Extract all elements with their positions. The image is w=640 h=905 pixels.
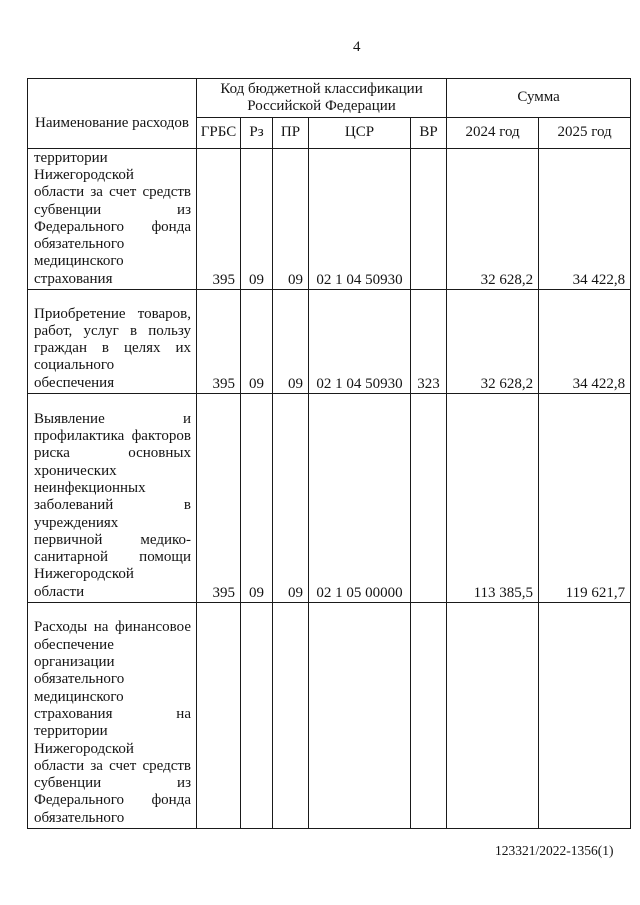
expense-name-line: медицинского bbox=[34, 688, 124, 705]
expense-name-line: Федерального фонда bbox=[34, 792, 191, 809]
budget-table bbox=[27, 78, 631, 829]
cell-csr bbox=[309, 603, 411, 829]
expense-name-line: обязательного bbox=[34, 671, 125, 688]
expense-name-line: Выявление и bbox=[34, 410, 191, 427]
expense-name-line: Нижегородской bbox=[34, 166, 134, 183]
table-row bbox=[28, 149, 631, 290]
cell-grbs: 395 bbox=[197, 394, 241, 603]
cell-csr: 02 1 04 50930 bbox=[309, 149, 411, 290]
cell-sum-2025: 119 621,7 bbox=[539, 394, 631, 603]
cell-vr bbox=[411, 603, 447, 829]
document-registration-number: 123321/2022-1356(1) bbox=[495, 843, 614, 858]
expense-name-line: граждан в целях их bbox=[34, 340, 191, 357]
cell-grbs: 395 bbox=[197, 149, 241, 290]
cell-sum-2024: 113 385,5 bbox=[447, 394, 539, 603]
cell-pr: 09 bbox=[273, 394, 309, 603]
expense-name-line: территории bbox=[34, 149, 108, 166]
cell-grbs: 395 bbox=[197, 290, 241, 394]
header-vr: ВР bbox=[411, 118, 447, 149]
expense-name-line: Приобретение товаров, bbox=[34, 305, 191, 322]
expense-name-line: учреждениях bbox=[34, 514, 119, 531]
expense-name-line: субвенции из bbox=[34, 201, 191, 218]
cell-grbs bbox=[197, 603, 241, 829]
expense-name-line: неинфекционных bbox=[34, 479, 146, 496]
cell-pr: 09 bbox=[273, 290, 309, 394]
cell-vr bbox=[411, 149, 447, 290]
table-row bbox=[28, 394, 631, 603]
cell-sum-2025 bbox=[539, 603, 631, 829]
page-number: 4 bbox=[353, 39, 361, 55]
cell-rz: 09 bbox=[241, 290, 273, 394]
header-grbs: ГРБС bbox=[197, 118, 241, 149]
expense-name-line: страхования на bbox=[34, 705, 191, 722]
expense-name-line: заболеваний в bbox=[34, 497, 191, 514]
header-budget-code-group bbox=[197, 79, 447, 118]
cell-vr: 323 bbox=[411, 290, 447, 394]
cell-rz: 09 bbox=[241, 149, 273, 290]
header-csr: ЦСР bbox=[309, 118, 411, 149]
cell-rz bbox=[241, 603, 273, 829]
expense-name-line: организации bbox=[34, 654, 115, 671]
expense-name-line: обязательного bbox=[34, 236, 125, 253]
expense-name-line: Федерального фонда bbox=[34, 218, 191, 235]
expense-name-line: работ, услуг в пользу bbox=[34, 322, 191, 339]
expense-name-line: области bbox=[34, 583, 85, 600]
expense-name-line: санитарной помощи bbox=[34, 549, 191, 566]
expense-name-line: хронических bbox=[34, 462, 117, 479]
expense-name-line: Расходы на финансовое bbox=[34, 619, 191, 636]
expense-name-line: обеспечения bbox=[34, 374, 115, 391]
expense-name-line: риска основных bbox=[34, 445, 191, 462]
cell-expense-name bbox=[28, 394, 197, 603]
cell-sum-2025: 34 422,8 bbox=[539, 290, 631, 394]
cell-sum-2024: 32 628,2 bbox=[447, 149, 539, 290]
expense-name-line: области за счет средств bbox=[34, 184, 191, 201]
header-pr: ПР bbox=[273, 118, 309, 149]
expense-name-line: территории bbox=[34, 723, 108, 740]
header-budget-code-line: Российской Федерации bbox=[247, 98, 396, 114]
header-budget-code-line: Код бюджетной классификации bbox=[220, 80, 423, 97]
cell-pr: 09 bbox=[273, 149, 309, 290]
cell-vr bbox=[411, 394, 447, 603]
expense-name-line: Нижегородской bbox=[34, 740, 134, 757]
cell-sum-2024: 32 628,2 bbox=[447, 290, 539, 394]
expense-name-line: первичной медико- bbox=[34, 531, 191, 548]
cell-pr bbox=[273, 603, 309, 829]
header-year-2024: 2024 год bbox=[447, 118, 539, 149]
cell-expense-name bbox=[28, 603, 197, 829]
table-row bbox=[28, 603, 631, 829]
header-sum-group: Сумма bbox=[447, 79, 631, 118]
cell-csr: 02 1 04 50930 bbox=[309, 290, 411, 394]
expense-name-line: медицинского bbox=[34, 253, 124, 270]
header-year-2025: 2025 год bbox=[539, 118, 631, 149]
cell-expense-name bbox=[28, 149, 197, 290]
cell-sum-2025: 34 422,8 bbox=[539, 149, 631, 290]
cell-sum-2024 bbox=[447, 603, 539, 829]
expense-name-line: профилактика факторов bbox=[34, 428, 191, 445]
cell-rz: 09 bbox=[241, 394, 273, 603]
header-expense-name: Наименование расходов bbox=[28, 79, 197, 149]
expense-name-line: обеспечение bbox=[34, 636, 114, 653]
expense-name-line: обязательного bbox=[34, 809, 125, 826]
expense-name-line: социального bbox=[34, 357, 115, 374]
header-rz: Рз bbox=[241, 118, 273, 149]
cell-expense-name bbox=[28, 290, 197, 394]
table-row bbox=[28, 290, 631, 394]
cell-csr: 02 1 05 00000 bbox=[309, 394, 411, 603]
expense-name-line: страхования bbox=[34, 270, 113, 287]
expense-name-line: области за счет средств bbox=[34, 757, 191, 774]
expense-name-line: Нижегородской bbox=[34, 566, 134, 583]
expense-name-line: субвенции из bbox=[34, 775, 191, 792]
table-header-row bbox=[28, 79, 631, 118]
